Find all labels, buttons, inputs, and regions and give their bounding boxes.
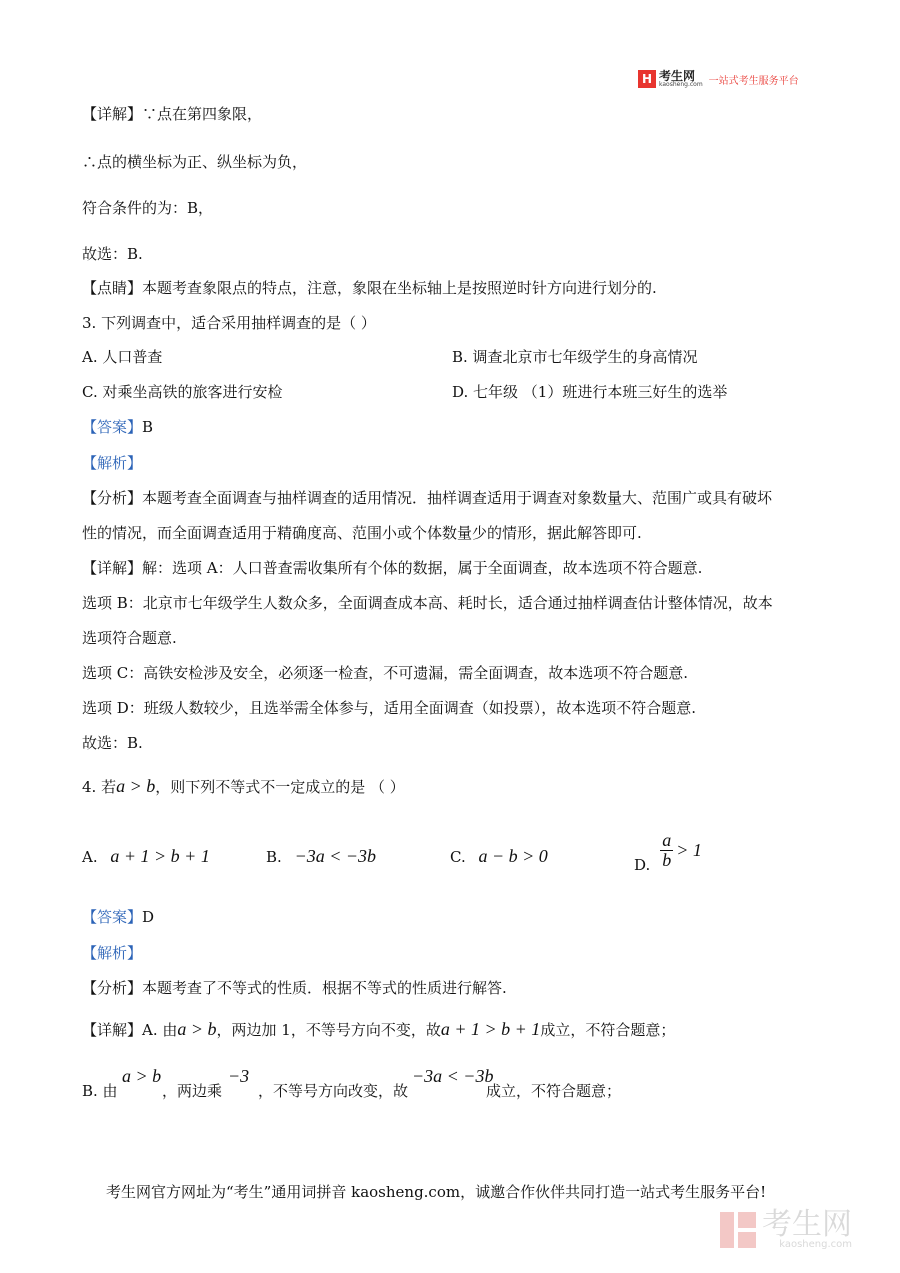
logo-sub: kaosheng.com: [659, 81, 703, 88]
q4d-rest: > 1: [676, 839, 702, 860]
q4d-label: D.: [634, 856, 651, 874]
q4-option-b: [266, 846, 376, 867]
answer-tag: 【答案】: [82, 908, 143, 926]
question-4: [82, 776, 405, 797]
q4b-label: B.: [266, 848, 282, 866]
q4c-math: a − b > 0: [478, 846, 548, 866]
q4-analysis: 【分析】本题考查了不等式的性质．根据不等式的性质进行解答.: [82, 979, 507, 997]
q4-detail-a-post: 成立，不符合题意；: [540, 1021, 676, 1039]
q4-detail-a-pre: 【详解】A. 由: [82, 1021, 178, 1039]
watermark: [718, 1207, 852, 1250]
q3-analysis-2: 性的情况，而全面调查适用于精确度高、范围小或个体数量少的情形，据此解答即可.: [82, 524, 642, 542]
q3-option-b: B. 调查北京市七年级学生的身高情况: [452, 348, 698, 366]
q3-detail-b-cont: 选项符合题意.: [82, 629, 177, 647]
line-detail-2: ∴点的横坐标为正、纵坐标为负，: [82, 153, 308, 171]
q4c-label: C.: [450, 848, 466, 866]
q3-option-a: A. 人口普查: [82, 348, 163, 366]
q4-detail-a-mid: ，两边加 1，不等号方向不变，故: [216, 1021, 441, 1039]
line-detail-3: 符合条件的为：B，: [82, 199, 214, 217]
q4d-denominator: b: [662, 849, 672, 870]
q4-option-a: [82, 846, 210, 867]
q4d-fraction: [660, 831, 673, 870]
answer-value: D: [142, 908, 155, 926]
q4b-math: −3a < −3b: [294, 846, 377, 866]
q4-detail-b-m2: −3: [228, 1066, 250, 1086]
q4a-label: A.: [82, 848, 98, 866]
q3-analysis-tag: 【解析】: [82, 454, 143, 472]
q4-detail-b-m1: a > b: [122, 1066, 162, 1086]
watermark-text: 考生网: [762, 1207, 852, 1242]
q4-detail-b-post: 成立，不符合题意；: [486, 1082, 622, 1100]
line-detail-1: 【详解】∵点在第四象限，: [82, 105, 263, 123]
answer-tag: 【答案】: [82, 418, 143, 436]
q3-option-d: D. 七年级 （1）班进行本班三好生的选举: [452, 383, 728, 401]
header-logo: [638, 70, 799, 88]
q4-answer: [82, 906, 154, 927]
q4-detail-b-m3: −3a < −3b: [412, 1066, 494, 1086]
line-insight: 【点睛】本题考查象限点的特点，注意，象限在坐标轴上是按照逆时针方向进行划分的.: [82, 279, 657, 297]
q3-detail-b: 选项 B：北京市七年级学生人数众多，全面调查成本高、耗时长，适合通过抽样调查估计整体情况，故本: [82, 594, 773, 612]
q3-detail-d: 选项 D：班级人数较少，且选举需全体参与，适用全面调查（如投票），故本选项不符合题意.: [82, 699, 697, 717]
q4-detail-b-pre: B. 由: [82, 1082, 118, 1100]
q3-answer: [82, 416, 153, 437]
q4-detail-a-m2: a + 1 > b + 1: [440, 1019, 541, 1039]
q3-analysis-1: 【分析】本题考查全面调查与抽样调查的适用情况．抽样调查适用于调查对象数量大、范围广或具有破坏: [82, 489, 773, 507]
q4-prefix: 4. 若: [82, 778, 117, 796]
answer-value: B: [142, 418, 154, 436]
watermark-icon: [718, 1210, 758, 1250]
q4a-math: a + 1 > b + 1: [110, 846, 210, 866]
watermark-sub: kaosheng.com: [779, 1239, 852, 1250]
q4-detail-b-mid2: ，不等号方向改变，故: [258, 1082, 409, 1100]
logo-text: 考生网: [659, 69, 696, 83]
header-slogan: 一站式考生服务平台: [708, 75, 799, 87]
line-detail-4: 故选：B.: [82, 245, 143, 263]
q3-choose: 故选：B.: [82, 734, 143, 752]
q3-detail-c: 选项 C：高铁安检涉及安全，必须逐一检查，不可遗漏，需全面调查，故本选项不符合题意.: [82, 664, 689, 682]
q4-analysis-tag: 【解析】: [82, 944, 143, 962]
logo-icon: H: [638, 70, 656, 88]
q4-detail-a: [82, 1019, 675, 1040]
question-3: 3. 下列调查中，适合采用抽样调查的是（ ）: [82, 314, 376, 332]
q4d-numerator: a: [662, 829, 672, 850]
q4-option-d: [634, 826, 702, 874]
q4-detail-b-mid1: ，两边乘: [162, 1082, 223, 1100]
q3-detail-a: 【详解】解：选项 A：人口普查需收集所有个体的数据，属于全面调查，故本选项不符合题意.: [82, 559, 703, 577]
q4-condition: a > b: [116, 776, 156, 796]
q4-option-c: [450, 846, 548, 867]
footer-text: 考生网官方网址为“考生”通用词拼音 kaosheng.com，诚邀合作伙伴共同打造一站式考生服务平台!: [106, 1183, 767, 1201]
q3-option-c: C. 对乘坐高铁的旅客进行安检: [82, 383, 283, 401]
q4-detail-a-m1: a > b: [177, 1019, 217, 1039]
q4-suffix: ，则下列不等式不一定成立的是 （ ）: [155, 778, 405, 796]
